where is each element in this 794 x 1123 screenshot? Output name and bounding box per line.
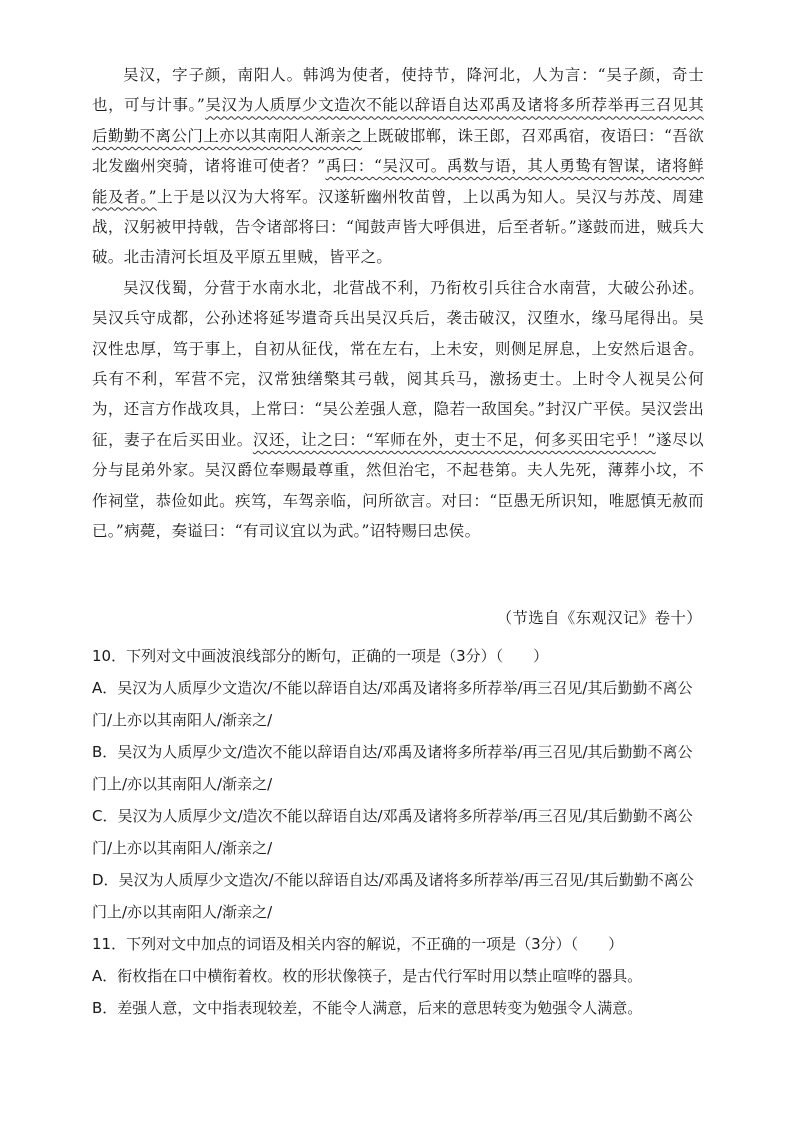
paragraph-2-text-end: 遂尽以分与昆弟外家。吴汉爵位奉赐最尊重，然但治宅，不起巷第。夫人先死，薄葬小坟，不作祠堂，恭俭如此。疾笃，车驾亲临，问所欲言。对曰：“臣愚无所识知，唯愿慎无赦而已。”病薨，奏谥曰：“有司议宜以为武。”诏特赐曰忠侯。 — [92, 430, 704, 541]
question-10-option-c: C．吴汉为人质厚少文/造次不能以辞语自达/邓禹及诸将多所荐举/再三召见/其后勤勤不离公门/上亦以其南阳人/渐亲之/ — [92, 807, 693, 857]
question-10-stem: 10．下列对文中画波浪线部分的断句，正确的一项是（3分）（ ） — [92, 647, 549, 665]
wavy-underlined-segment-3: 汉还，让之曰：“军师在外，吏士不足，何多买田宅乎！” — [252, 430, 656, 449]
wavy-underlined-segment-2: 禹曰：“吴汉可。禹数与语，其人勇鸷有智谋，诸将鲜能及者。” — [92, 157, 704, 206]
wavy-underlined-segment-1: 吴汉为人质厚少文造次不能以辞语自达邓禹及诸将多所荐举再三召见其后勤勤不离公门上亦以其南阳人渐亲之 — [92, 96, 704, 145]
classical-passage — [92, 60, 704, 547]
question-11-stem: 11．下列对文中加点的词语及相关内容的解说，不正确的一项是（3分）（ ） — [92, 935, 624, 953]
question-10-option-b: B．吴汉为人质厚少文/造次不能以辞语自达/邓禹及诸将多所荐举/再三召见/其后勤勤不离公门上/亦以其南阳人/渐亲之/ — [92, 743, 693, 793]
question-10-option-a: A．吴汉为人质厚少文造次/不能以辞语自达/邓禹及诸将多所荐举/再三召见/其后勤勤不离公门/上亦以其南阳人/渐亲之/ — [92, 679, 693, 729]
source-citation: （节选自《东观汉记》卷十） — [496, 609, 702, 627]
paragraph-1-text: 吴汉，字子颜，南阳人。韩鸿为使者，使持节，降河北，人为言：“吴子颜，奇士也，可与计事。” — [92, 66, 704, 115]
questions-section — [92, 640, 704, 1024]
question-11-option-a: A．衔枚指在口中横衔着枚。枚的形状像筷子，是古代行军时用以禁止喧哗的器具。 — [92, 967, 643, 985]
question-11-option-b: B．差强人意，文中指表现较差，不能令人满意，后来的意思转变为勉强令人满意。 — [92, 999, 643, 1017]
passage-paragraph-2 — [92, 273, 704, 547]
paragraph-1-text-end: 上于是以汉为大将军。汉遂斩幽州牧苗曾，上以禹为知人。吴汉与苏茂、周建战，汉躬被甲持戟，告令诸部将曰：“闻鼓声皆大呼俱进，后至者斩。”遂鼓而进，贼兵大破。北击清河长垣及平原五里贼，皆平之。 — [92, 187, 704, 267]
question-10-option-d: D．吴汉为人质厚少文造次/不能以辞语自达/邓禹及诸将多所荐举/再三召见/其后勤勤不离公门上/亦以其南阳人/渐亲之/ — [92, 871, 694, 921]
passage-paragraph-1 — [92, 60, 704, 273]
paragraph-2-text: 吴汉伐蜀，分营于水南水北，北营战不利，乃衔枚引兵往合水南营，大破公孙述。吴汉兵守成都，公孙述将延岑遣奇兵出吴汉兵后，袭击破汉，汉堕水，缘马尾得出。吴汉性忠厚，笃于事上，自初从征伐，常在左右，上未安，则侧足屏息，上安然后退舍。兵有不利，军营不完，汉常独缮檠其弓戟，阅其兵马，激扬吏士。上时令人视吴公何为，还言方作战攻具，上常曰：“吴公差强人意，隐若一敌国矣。”封汉广平侯。吴汉尝出征，妻子在后买田业。 — [92, 278, 704, 449]
paragraph-1-text-mid: 上既破邯郸，诛王郎，召邓禹宿，夜语曰：“吾欲北发幽州突骑，诸将谁可使者？” — [92, 126, 704, 176]
